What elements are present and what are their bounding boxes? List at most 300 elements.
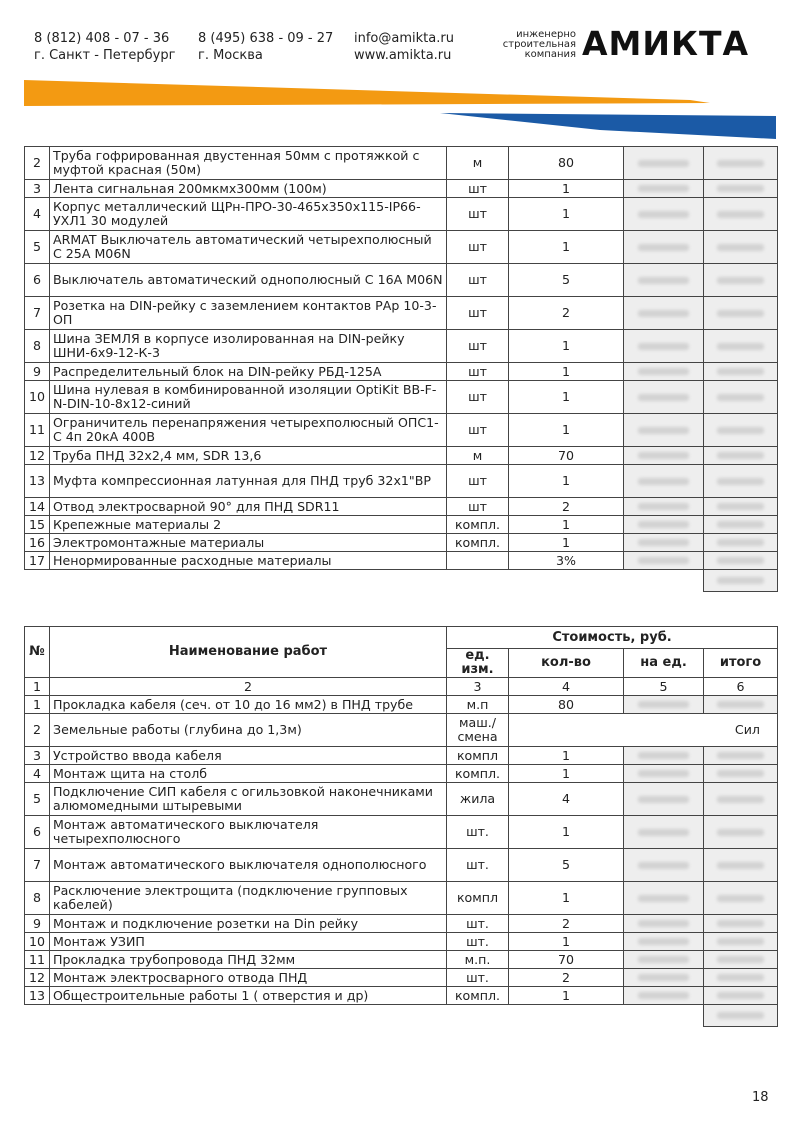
col-index: 1 — [25, 678, 50, 696]
materials-total — [704, 570, 778, 592]
row-number: 6 — [25, 264, 50, 297]
unit-price — [624, 363, 704, 381]
col-index: 3 — [447, 678, 509, 696]
item-name: Труба ПНД 32х2,4 мм, SDR 13,6 — [50, 447, 447, 465]
item-name: Труба гофрированная двустенная 50мм с протяжкой с муфтой красная (50м) — [50, 147, 447, 180]
unit-price — [624, 516, 704, 534]
work-qty: 1 — [509, 765, 624, 783]
total-price — [704, 696, 778, 714]
work-row — [25, 816, 778, 849]
row-number: 6 — [25, 816, 50, 849]
unit-price — [624, 987, 704, 1005]
total-price — [704, 987, 778, 1005]
row-number: 5 — [25, 783, 50, 816]
material-row — [25, 198, 778, 231]
row-number: 12 — [25, 969, 50, 987]
redacted-value — [717, 394, 764, 401]
material-row — [25, 381, 778, 414]
redacted-value — [638, 452, 689, 459]
redacted-value — [717, 244, 764, 251]
item-name: Шина нулевая в комбинированной изоляции OptiKit BB-F-N-DIN-10-8x12-синий — [50, 381, 447, 414]
work-row — [25, 933, 778, 951]
total-price — [704, 363, 778, 381]
item-qty: 2 — [509, 498, 624, 516]
item-unit: компл. — [447, 534, 509, 552]
col-index: 4 — [509, 678, 624, 696]
unit-price — [624, 765, 704, 783]
item-name: Розетка на DIN-рейку с заземлением контактов РАр 10-3-ОП — [50, 297, 447, 330]
unit-price — [624, 297, 704, 330]
works-total-row — [25, 1005, 778, 1027]
redacted-value — [638, 394, 689, 401]
work-name: Земельные работы (глубина до 1,3м) — [50, 714, 447, 747]
work-name: Устройство ввода кабеля — [50, 747, 447, 765]
redacted-value — [717, 974, 764, 981]
row-number: 13 — [25, 465, 50, 498]
work-row — [25, 747, 778, 765]
material-row — [25, 264, 778, 297]
redacted-value — [638, 796, 689, 803]
empty-cell — [509, 1005, 624, 1027]
total-price — [704, 534, 778, 552]
redacted-value — [638, 701, 689, 708]
work-qty-note: Сил — [509, 714, 778, 747]
total-price — [704, 465, 778, 498]
unit-price — [624, 381, 704, 414]
redacted-value — [638, 938, 689, 945]
col-unit-header: ед. изм. — [447, 649, 509, 678]
page-header — [0, 0, 800, 140]
column-index-row — [25, 678, 778, 696]
material-row — [25, 447, 778, 465]
work-name: Общестроительные работы 1 ( отверстия и др) — [50, 987, 447, 1005]
col-qty-header: кол-во — [509, 649, 624, 678]
redacted-value — [638, 244, 689, 251]
redacted-value — [638, 956, 689, 963]
material-row — [25, 498, 778, 516]
redacted-value — [717, 557, 764, 564]
work-row — [25, 783, 778, 816]
col-total-header: итого — [704, 649, 778, 678]
material-row — [25, 231, 778, 264]
work-qty: 1 — [509, 882, 624, 915]
unit-price — [624, 198, 704, 231]
material-row — [25, 534, 778, 552]
phone-msk: 8 (495) 638 - 09 - 27 — [198, 31, 334, 46]
total-price — [704, 447, 778, 465]
row-number: 11 — [25, 951, 50, 969]
redacted-value — [717, 895, 764, 902]
total-price — [704, 969, 778, 987]
work-row — [25, 696, 778, 714]
unit-price — [624, 147, 704, 180]
redacted-value — [717, 185, 764, 192]
total-price — [704, 498, 778, 516]
material-row — [25, 552, 778, 570]
work-name: Монтаж автоматического выключателя четырехполюсного — [50, 816, 447, 849]
item-unit: шт — [447, 198, 509, 231]
city-msk: г. Москва — [198, 48, 263, 63]
work-unit: компл — [447, 882, 509, 915]
redacted-value — [717, 277, 764, 284]
work-qty: 1 — [509, 747, 624, 765]
row-number: 10 — [25, 933, 50, 951]
row-number: 9 — [25, 915, 50, 933]
redacted-value — [638, 770, 689, 777]
work-name: Монтаж автоматического выключателя однополюсного — [50, 849, 447, 882]
work-unit: шт. — [447, 849, 509, 882]
redacted-value — [717, 701, 764, 708]
item-name: Шина ЗЕМЛЯ в корпусе изолированная на DIN-рейку ШНИ-6х9-12-К-3 — [50, 330, 447, 363]
work-qty: 1 — [509, 987, 624, 1005]
redacted-value — [717, 938, 764, 945]
work-row — [25, 987, 778, 1005]
empty-cell — [447, 1005, 509, 1027]
redacted-value — [638, 211, 689, 218]
total-price — [704, 516, 778, 534]
work-qty: 70 — [509, 951, 624, 969]
item-unit: шт — [447, 363, 509, 381]
logo-line-2: строительная — [502, 39, 576, 50]
total-price — [704, 747, 778, 765]
orange-blue-swoosh — [0, 0, 800, 140]
work-row — [25, 882, 778, 915]
item-qty: 1 — [509, 465, 624, 498]
work-row — [25, 915, 778, 933]
row-number: 16 — [25, 534, 50, 552]
unit-price — [624, 696, 704, 714]
item-qty: 1 — [509, 330, 624, 363]
row-number: 14 — [25, 498, 50, 516]
redacted-value — [638, 478, 689, 485]
material-row — [25, 147, 778, 180]
col-index: 5 — [624, 678, 704, 696]
row-number: 9 — [25, 363, 50, 381]
redacted-value — [638, 185, 689, 192]
total-price — [704, 882, 778, 915]
work-qty: 2 — [509, 915, 624, 933]
redacted-value — [638, 277, 689, 284]
work-name: Подключение СИП кабеля с огильзовкой наконечниками алюмомедными штыревыми — [50, 783, 447, 816]
row-number: 10 — [25, 381, 50, 414]
item-name: Корпус металлический ЩРн-ПРО-30-465х350х115-IP66-УХЛ1 30 модулей — [50, 198, 447, 231]
work-name: Расключение электрощита (подключение групповых кабелей) — [50, 882, 447, 915]
material-row — [25, 516, 778, 534]
empty-cell — [50, 570, 447, 592]
col-num-header: № — [25, 627, 50, 678]
empty-cell — [509, 570, 624, 592]
redacted-value — [638, 920, 689, 927]
row-number: 7 — [25, 297, 50, 330]
total-price — [704, 381, 778, 414]
empty-cell — [624, 1005, 704, 1027]
row-number: 15 — [25, 516, 50, 534]
unit-price — [624, 180, 704, 198]
work-row — [25, 849, 778, 882]
unit-price — [624, 915, 704, 933]
redacted-value — [638, 343, 689, 350]
item-unit: шт — [447, 297, 509, 330]
logo-line-3: компания — [524, 49, 576, 60]
empty-cell — [624, 570, 704, 592]
work-row — [25, 969, 778, 987]
unit-price — [624, 849, 704, 882]
work-unit: м.п — [447, 696, 509, 714]
work-name: Прокладка кабеля (сеч. от 10 до 16 мм2) в ПНД трубе — [50, 696, 447, 714]
redacted-value — [638, 829, 689, 836]
logo-line-1: инженерно — [516, 29, 576, 40]
item-unit: шт — [447, 465, 509, 498]
work-name: Прокладка трубопровода ПНД 32мм — [50, 951, 447, 969]
total-price — [704, 765, 778, 783]
item-qty: 1 — [509, 381, 624, 414]
row-number: 8 — [25, 330, 50, 363]
row-number: 3 — [25, 747, 50, 765]
redacted-value — [717, 452, 764, 459]
item-unit: шт — [447, 180, 509, 198]
unit-price — [624, 264, 704, 297]
work-unit: м.п. — [447, 951, 509, 969]
work-name: Монтаж УЗИП — [50, 933, 447, 951]
unit-price — [624, 534, 704, 552]
unit-price — [624, 498, 704, 516]
redacted-value — [638, 539, 689, 546]
item-unit: м — [447, 447, 509, 465]
redacted-value — [717, 956, 764, 963]
row-number: 8 — [25, 882, 50, 915]
redacted-value — [638, 427, 689, 434]
row-number: 2 — [25, 147, 50, 180]
item-qty: 3% — [509, 552, 624, 570]
empty-cell — [25, 570, 50, 592]
item-unit: шт — [447, 414, 509, 447]
city-spb: г. Санкт - Петербург — [34, 48, 176, 63]
item-name: Крепежные материалы 2 — [50, 516, 447, 534]
contact-spb — [34, 30, 175, 64]
redacted-value — [717, 368, 764, 375]
total-price — [704, 198, 778, 231]
item-unit: шт — [447, 330, 509, 363]
materials-table — [24, 146, 778, 592]
item-name: Электромонтажные материалы — [50, 534, 447, 552]
item-qty: 80 — [509, 147, 624, 180]
work-row — [25, 714, 778, 747]
total-price — [704, 849, 778, 882]
row-number: 1 — [25, 696, 50, 714]
total-price — [704, 330, 778, 363]
logo-tagline — [490, 30, 576, 60]
work-name: Монтаж и подключение розетки на Din рейку — [50, 915, 447, 933]
material-row — [25, 297, 778, 330]
total-price — [704, 783, 778, 816]
row-number: 5 — [25, 231, 50, 264]
work-unit: маш./ смена — [447, 714, 509, 747]
total-price — [704, 816, 778, 849]
total-price — [704, 297, 778, 330]
redacted-value — [717, 1012, 764, 1019]
work-name: Монтаж щита на столб — [50, 765, 447, 783]
row-number: 2 — [25, 714, 50, 747]
unit-price — [624, 231, 704, 264]
work-qty: 1 — [509, 816, 624, 849]
redacted-value — [717, 310, 764, 317]
work-unit: компл. — [447, 765, 509, 783]
unit-price — [624, 447, 704, 465]
redacted-value — [717, 343, 764, 350]
unit-price — [624, 969, 704, 987]
item-name: Ограничитель перенапряжения четырехполюсный ОПС1-С 4п 20кА 400В — [50, 414, 447, 447]
redacted-value — [717, 862, 764, 869]
work-qty: 1 — [509, 933, 624, 951]
phone-spb: 8 (812) 408 - 07 - 36 — [34, 31, 170, 46]
redacted-value — [717, 920, 764, 927]
total-price — [704, 264, 778, 297]
unit-price — [624, 414, 704, 447]
logo-name: АМИКТА — [582, 24, 750, 63]
material-row — [25, 414, 778, 447]
total-price — [704, 552, 778, 570]
redacted-value — [717, 211, 764, 218]
item-unit: м — [447, 147, 509, 180]
redacted-value — [638, 310, 689, 317]
total-price — [704, 951, 778, 969]
redacted-value — [717, 503, 764, 510]
materials-total-row — [25, 570, 778, 592]
material-row — [25, 363, 778, 381]
redacted-value — [638, 160, 689, 167]
col-index: 2 — [50, 678, 447, 696]
work-qty: 80 — [509, 696, 624, 714]
item-qty: 1 — [509, 180, 624, 198]
unit-price — [624, 951, 704, 969]
empty-cell — [25, 1005, 50, 1027]
row-number: 13 — [25, 987, 50, 1005]
col-cost-header: Стоимость, руб. — [447, 627, 778, 649]
item-name: Ненормированные расходные материалы — [50, 552, 447, 570]
work-unit: компл — [447, 747, 509, 765]
redacted-value — [638, 503, 689, 510]
unit-price — [624, 330, 704, 363]
item-name: ARMAT Выключатель автоматический четырехполюсный С 25А M06N — [50, 231, 447, 264]
col-index: 6 — [704, 678, 778, 696]
item-qty: 1 — [509, 231, 624, 264]
work-unit: компл. — [447, 987, 509, 1005]
work-qty: 4 — [509, 783, 624, 816]
work-name: Монтаж электросварного отвода ПНД — [50, 969, 447, 987]
total-price — [704, 933, 778, 951]
item-name: Распределительный блок на DIN-рейку РБД-125А — [50, 363, 447, 381]
row-number: 3 — [25, 180, 50, 198]
unit-price — [624, 465, 704, 498]
item-unit: шт — [447, 264, 509, 297]
email-link[interactable]: info@amikta.ru — [354, 31, 454, 46]
redacted-value — [717, 992, 764, 999]
row-number: 4 — [25, 198, 50, 231]
row-number: 17 — [25, 552, 50, 570]
works-total — [704, 1005, 778, 1027]
unit-price — [624, 783, 704, 816]
item-qty: 1 — [509, 363, 624, 381]
item-unit: шт — [447, 381, 509, 414]
item-qty: 2 — [509, 297, 624, 330]
material-row — [25, 330, 778, 363]
unit-price — [624, 882, 704, 915]
empty-cell — [447, 570, 509, 592]
works-table — [24, 626, 778, 1027]
unit-price — [624, 747, 704, 765]
item-qty: 70 — [509, 447, 624, 465]
page-number: 18 — [752, 1090, 769, 1105]
row-number: 7 — [25, 849, 50, 882]
redacted-value — [638, 992, 689, 999]
total-price — [704, 414, 778, 447]
item-unit — [447, 552, 509, 570]
col-per-unit-header: на ед. — [624, 649, 704, 678]
row-number: 11 — [25, 414, 50, 447]
total-price — [704, 147, 778, 180]
empty-cell — [50, 1005, 447, 1027]
work-row — [25, 765, 778, 783]
item-name: Лента сигнальная 200мкмх300мм (100м) — [50, 180, 447, 198]
redacted-value — [717, 521, 764, 528]
col-name-header: Наименование работ — [50, 627, 447, 678]
work-unit: шт. — [447, 933, 509, 951]
total-price — [704, 180, 778, 198]
item-unit: шт — [447, 231, 509, 264]
contact-msk — [198, 30, 333, 64]
work-unit: шт. — [447, 816, 509, 849]
material-row — [25, 180, 778, 198]
redacted-value — [717, 796, 764, 803]
redacted-value — [638, 895, 689, 902]
redacted-value — [638, 752, 689, 759]
item-name: Отвод электросварной 90° для ПНД SDR11 — [50, 498, 447, 516]
unit-price — [624, 816, 704, 849]
redacted-value — [638, 862, 689, 869]
item-unit: компл. — [447, 516, 509, 534]
redacted-value — [717, 478, 764, 485]
item-name: Муфта компрессионная латунная для ПНД труб 32х1"ВР — [50, 465, 447, 498]
contact-web — [354, 30, 454, 64]
item-name: Выключатель автоматический однополюсный С 16А M06N — [50, 264, 447, 297]
work-qty: 5 — [509, 849, 624, 882]
work-unit: шт. — [447, 915, 509, 933]
website-link[interactable]: www.amikta.ru — [354, 48, 452, 63]
item-unit: шт — [447, 498, 509, 516]
redacted-value — [717, 539, 764, 546]
redacted-value — [638, 521, 689, 528]
redacted-value — [717, 829, 764, 836]
material-row — [25, 465, 778, 498]
item-qty: 1 — [509, 534, 624, 552]
redacted-value — [638, 557, 689, 564]
unit-price — [624, 552, 704, 570]
unit-price — [624, 933, 704, 951]
redacted-value — [638, 974, 689, 981]
work-unit: жила — [447, 783, 509, 816]
item-qty: 1 — [509, 414, 624, 447]
work-unit: шт. — [447, 969, 509, 987]
redacted-value — [717, 752, 764, 759]
item-qty: 5 — [509, 264, 624, 297]
row-number: 12 — [25, 447, 50, 465]
row-number: 4 — [25, 765, 50, 783]
redacted-value — [638, 368, 689, 375]
total-price — [704, 231, 778, 264]
redacted-value — [717, 160, 764, 167]
item-qty: 1 — [509, 516, 624, 534]
work-qty: 2 — [509, 969, 624, 987]
